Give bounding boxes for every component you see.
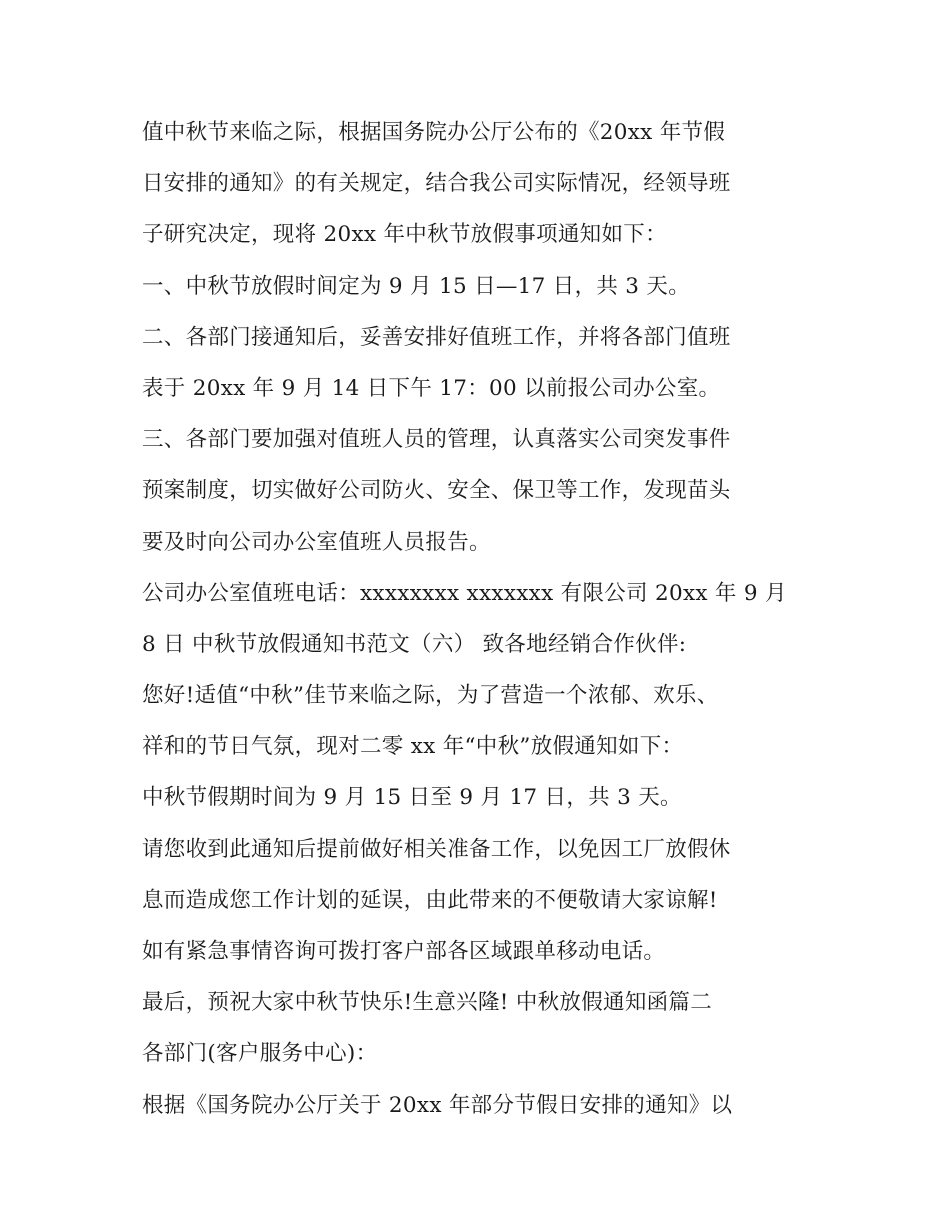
text-line: 值中秋节来临之际，根据国务院办公厅公布的《20xx 年节假 xyxy=(142,120,726,145)
text-line: 子研究决定，现将 20xx 年中秋节放假事项通知如下： xyxy=(142,222,667,248)
text-line: 一、中秋节放假时间定为 9 月 15 日—17 日，共 3 天。 xyxy=(142,273,691,299)
text-line: 二、各部门接通知后，妥善安排好值班工作，并将各部门值班 xyxy=(142,324,731,350)
text-line: 中秋节假期时间为 9 月 15 日至 9 月 17 日，共 3 天。 xyxy=(142,785,682,811)
text-line: 请您收到此通知后提前做好相关准备工作，以免因工厂放假休 xyxy=(142,836,731,862)
text-line: 息而造成您工作计划的延误，由此带来的不便敬请大家谅解! xyxy=(142,887,718,913)
text-line: 8 日 中秋节放假通知书范文（六） 致各地经销合作伙伴: xyxy=(142,631,687,657)
text-line: 公司办公室值班电话：xxxxxxxx xxxxxxx 有限公司 20xx 年 9 月 xyxy=(142,580,787,606)
document-body xyxy=(142,107,822,1131)
text-line: 祥和的节日气氛，现对二零 xx 年“中秋”放假通知如下： xyxy=(142,734,684,760)
text-line: 预案制度，切实做好公司防火、安全、保卫等工作，发现苗头 xyxy=(142,478,731,504)
text-line: 根据《国务院办公厅关于 20xx 年部分节假日安排的通知》以 xyxy=(142,1092,733,1118)
text-line: 各部门(客户服务中心)： xyxy=(142,1041,378,1067)
text-line: 表于 20xx 年 9 月 14 日下午 17：00 以前报公司办公室。 xyxy=(142,375,721,401)
text-line: 如有紧急事情咨询可拨打客户部各区域跟单移动电话。 xyxy=(142,939,666,964)
text-line: 您好!适值“中秋”佳节来临之际，为了营造一个浓郁、欢乐、 xyxy=(142,683,719,709)
text-line: 三、各部门要加强对值班人员的管理，认真落实公司突发事件 xyxy=(142,427,731,453)
text-line: 要及时向公司办公室值班人员报告。 xyxy=(142,529,491,555)
text-line: 日安排的通知》的有关规定，结合我公司实际情况，经领导班 xyxy=(142,171,731,197)
text-line: 最后，预祝大家中秋节快乐!生意兴隆! 中秋放假通知函篇二 xyxy=(142,990,713,1016)
